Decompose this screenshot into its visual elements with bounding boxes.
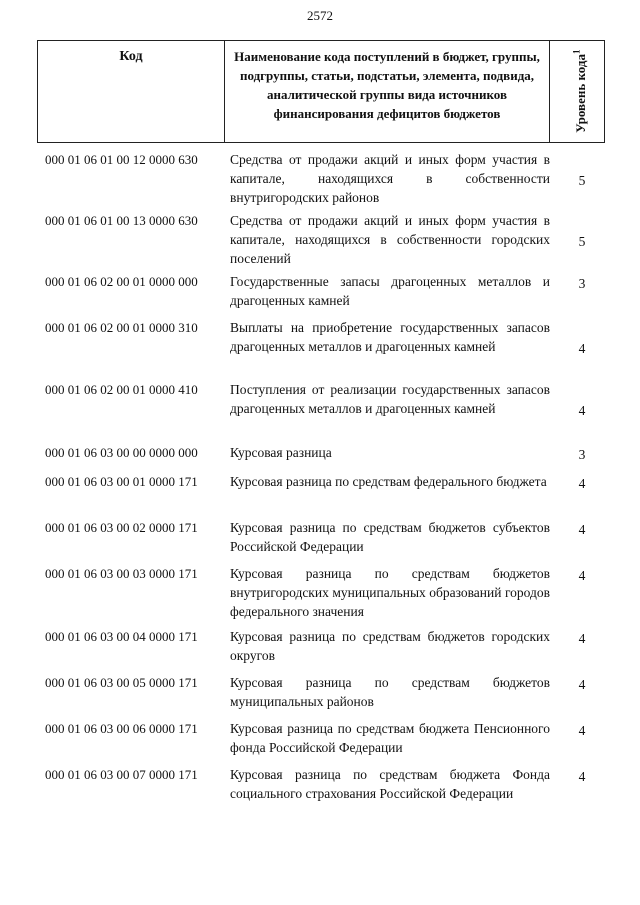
header-name: Наименование кода поступлений в бюджет, группы, подгруппы, статьи, подстатьи, элемента, подвида, аналитической группы вида источников финансирования дефицитов бюджетов xyxy=(234,49,540,121)
row-level: 4 xyxy=(578,522,586,537)
row-code: 000 01 06 03 00 04 0000 171 xyxy=(45,629,198,644)
row-level: 3 xyxy=(578,276,586,291)
row-code: 000 01 06 01 00 12 0000 630 xyxy=(45,152,198,167)
row-name: Курсовая разница по средствам бюджетов внутригородских муниципальных образований городов федерального значения xyxy=(230,566,550,619)
row-code: 000 01 06 03 00 03 0000 171 xyxy=(45,566,198,581)
row-level: 4 xyxy=(578,677,586,692)
row-code: 000 01 06 03 00 00 0000 000 xyxy=(45,445,198,460)
row-level: 4 xyxy=(578,631,586,646)
row-code: 000 01 06 02 00 01 0000 410 xyxy=(45,382,198,397)
row-code: 000 01 06 02 00 01 0000 310 xyxy=(45,320,198,335)
row-level: 3 xyxy=(578,447,586,462)
row-code: 000 01 06 03 00 06 0000 171 xyxy=(45,721,198,736)
row-name: Курсовая разница по средствам федерального бюджета xyxy=(230,474,547,489)
row-code: 000 01 06 03 00 02 0000 171 xyxy=(45,520,198,535)
row-name: Выплаты на приобретение государственных запасов драгоценных металлов и драгоценных камней xyxy=(230,320,550,354)
row-name: Курсовая разница по средствам бюджетов субъектов Российской Федерации xyxy=(230,520,550,554)
row-level: 4 xyxy=(578,723,586,738)
header-level-cell xyxy=(551,41,606,141)
row-level: 4 xyxy=(578,403,586,418)
row-name: Курсовая разница xyxy=(230,445,332,460)
row-code: 000 01 06 03 00 05 0000 171 xyxy=(45,675,198,690)
row-code: 000 01 06 03 00 07 0000 171 xyxy=(45,767,198,782)
row-name: Средства от продажи акций и иных форм участия в капитале, находящихся в собственности внутригородских районов xyxy=(230,152,550,205)
header-code: Код xyxy=(119,49,143,64)
row-level: 5 xyxy=(578,173,586,188)
row-level: 4 xyxy=(578,476,586,491)
column-divider xyxy=(224,41,225,142)
row-code: 000 01 06 02 00 01 0000 000 xyxy=(45,274,198,289)
column-divider xyxy=(549,41,550,142)
row-level: 4 xyxy=(578,769,586,784)
row-name: Поступления от реализации государственных запасов драгоценных металлов и драгоценных камней xyxy=(230,382,550,416)
row-name: Средства от продажи акций и иных форм участия в капитале, находящихся в собственности городских поселений xyxy=(230,213,550,266)
row-level: 5 xyxy=(578,234,586,249)
page-number: 2572 xyxy=(307,8,333,23)
row-name: Государственные запасы драгоценных металлов и драгоценных камней xyxy=(230,274,550,308)
header-level xyxy=(569,49,587,132)
header-level-label: Уровень кода xyxy=(572,53,588,133)
row-level: 4 xyxy=(578,568,586,583)
row-level: 4 xyxy=(578,341,586,356)
header-level-footnote: 1 xyxy=(571,49,582,54)
row-name: Курсовая разница по средствам бюджетов муниципальных районов xyxy=(230,675,550,709)
row-name: Курсовая разница по средствам бюджетов городских округов xyxy=(230,629,550,663)
table-header xyxy=(37,40,605,143)
row-name: Курсовая разница по средствам бюджета Фонда социального страхования Российской Федерации xyxy=(230,767,550,801)
row-name: Курсовая разница по средствам бюджета Пенсионного фонда Российской Федерации xyxy=(230,721,550,755)
row-code: 000 01 06 01 00 13 0000 630 xyxy=(45,213,198,228)
row-code: 000 01 06 03 00 01 0000 171 xyxy=(45,474,198,489)
